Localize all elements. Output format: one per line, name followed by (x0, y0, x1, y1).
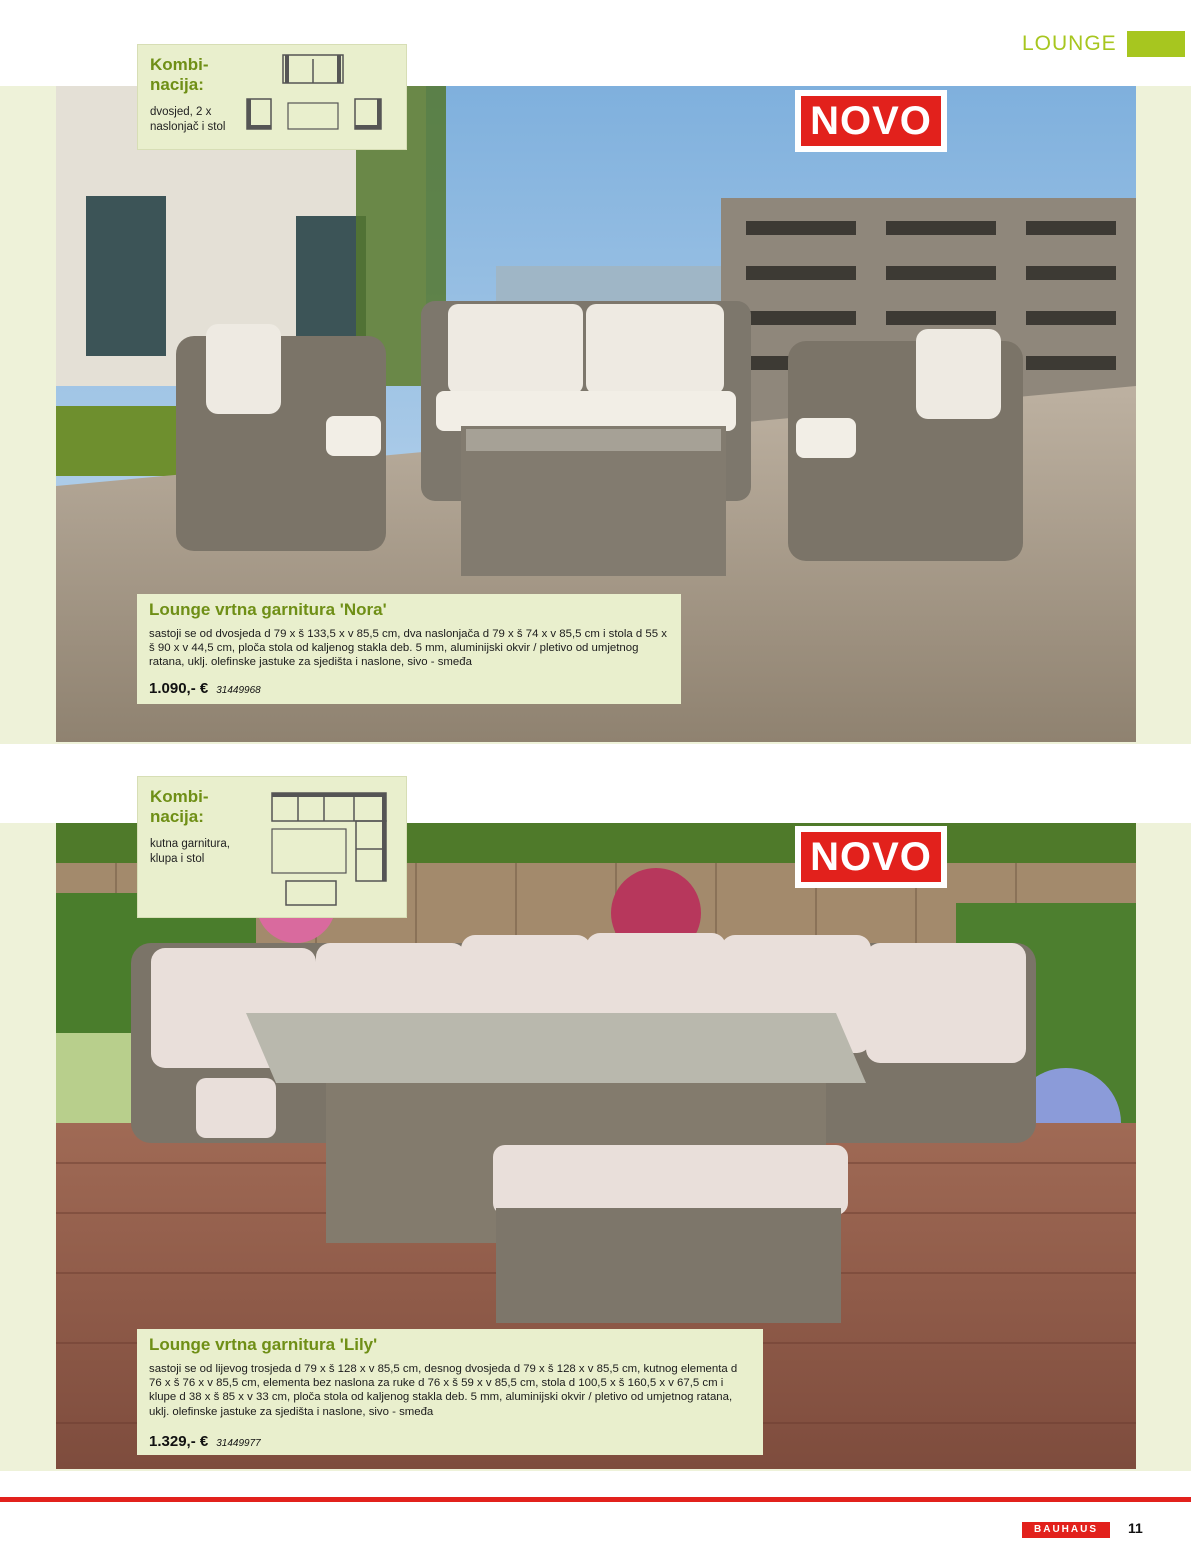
price-line (149, 680, 261, 697)
product-title: Lounge vrtna garnitura 'Lily' (149, 1335, 378, 1354)
product-description-box-nora (137, 594, 681, 704)
novo-badge: NOVO (795, 826, 947, 888)
section-label: LOUNGE (1022, 32, 1117, 55)
combination-title: Kombi- nacija: (150, 787, 209, 826)
product-price: 1.090,- € (149, 680, 209, 697)
page-number: 11 (1128, 1520, 1143, 1536)
article-number: 31449977 (216, 1438, 261, 1449)
product-price: 1.329,- € (149, 1433, 209, 1450)
layout-diagram-icon (243, 51, 385, 135)
product-title: Lounge vrtna garnitura 'Nora' (149, 600, 387, 619)
layout-diagram-icon (268, 789, 392, 913)
combination-description: kutna garnitura, klupa i stol (150, 838, 230, 865)
combination-box-lily (137, 776, 407, 918)
article-number: 31449968 (216, 685, 261, 696)
novo-badge: NOVO (795, 90, 947, 152)
price-line (149, 1433, 261, 1450)
bauhaus-logo: BAUHAUS (1022, 1522, 1110, 1538)
footer-line (0, 1497, 1191, 1502)
product-description: sastoji se od lijevog trosjeda d 79 x š 128 x v 85,5 cm, desnog dvosjeda d 79 x š 128 x v 85,5 cm, kutnog elementa d 76 x š 76 x v 85,5 cm, elementa bez naslona za ruke d 76 x š 59 x v 85,5 cm, stola d 100,5 x š 160,5 x v 67,5 cm i klupe d 38 x š 85 x v 33 cm, ploča stola od kaljenog stakla deb. 5 mm, aluminijski okvir / pletivo od umjetnog ratana, uklj. olefinske jastuke za sjedišta i naslone, sivo - smeđa (149, 1363, 738, 1418)
combination-title: Kombi- nacija: (150, 55, 209, 94)
combination-box-nora (137, 44, 407, 150)
section-color-bar (1127, 31, 1185, 57)
section-tab (1022, 30, 1185, 58)
product-description-box-lily (137, 1329, 763, 1455)
product-description: sastoji se od dvosjeda d 79 x š 133,5 x v 85,5 cm, dva naslonjača d 79 x š 74 x v 85,5 cm i stola d 55 x š 90 x v 44,5 cm, ploča stola od kaljenog stakla deb. 5 mm, aluminijski okvir / pletivo od umjetnog ratana, uklj. olefinske jastuke za sjedišta i naslone, sivo - smeđa (149, 628, 667, 669)
combination-description: dvosjed, 2 x naslonjač i stol (150, 106, 226, 133)
